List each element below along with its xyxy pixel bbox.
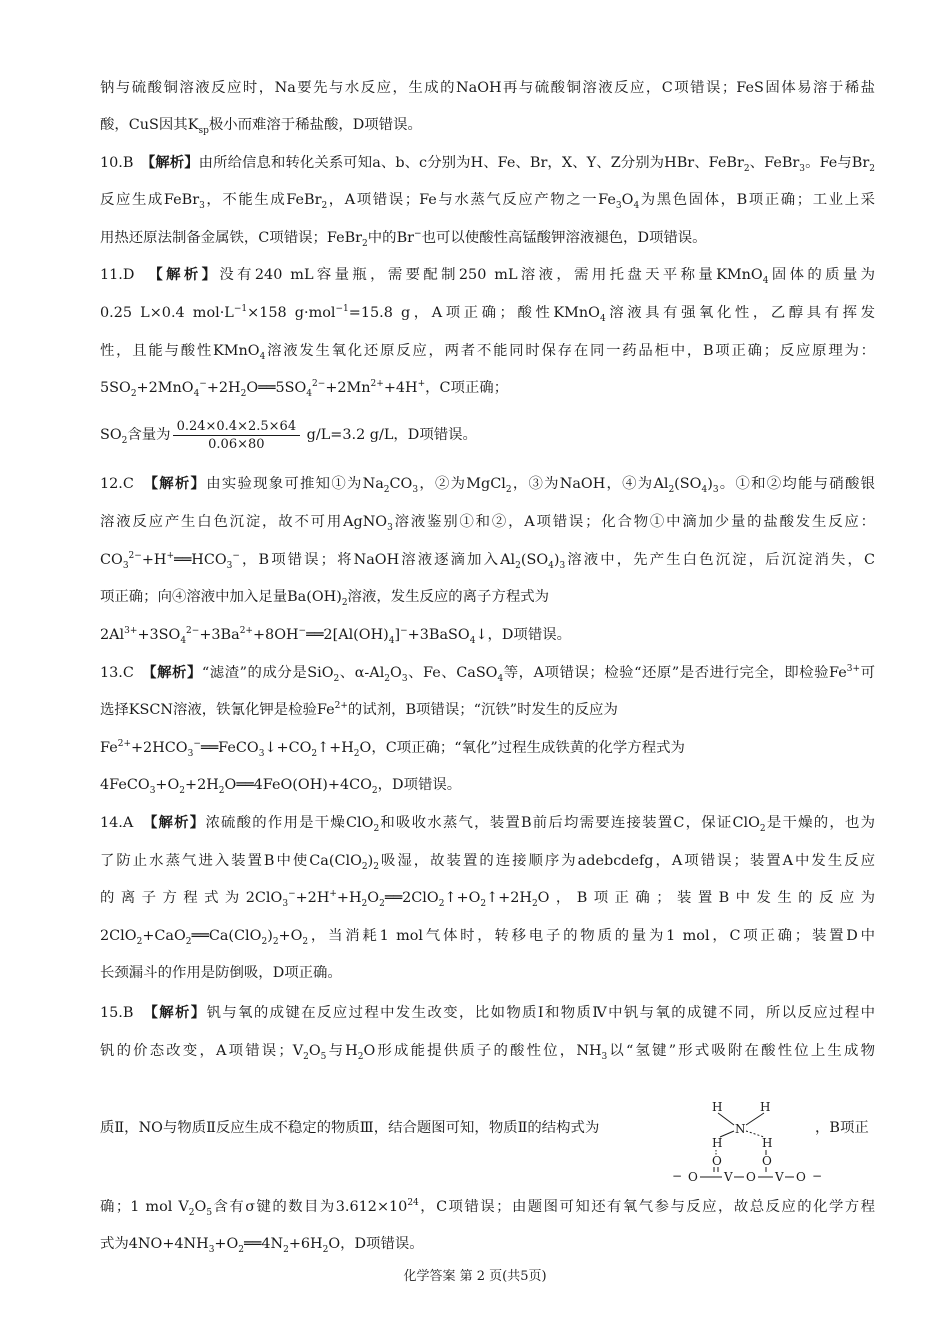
text-line: $CO_3^{2-}+H^+══HCO_3^-$，B项错误；将NaOH溶液逐滴加入$Al_2(SO_4)_3$溶液中，先产生白色沉淀，后沉淀消失，C <box>100 551 875 570</box>
page-footer: 化学答案 第 2 页(共5页) <box>403 1269 547 1284</box>
bond-line <box>720 1131 734 1137</box>
equation-line: $5SO_2+2MnO_4^-+2H_2O══5SO_4^{2-}+2Mn^{2+}+4H^+$，C项正确； <box>100 379 509 398</box>
atom-label: H <box>762 1136 773 1150</box>
text-line: 项正确；向④溶液中加入足量$Ba(OH)_2$溶液，发生反应的离子方程式为 <box>100 589 550 607</box>
atom-label: O <box>746 1170 756 1184</box>
atom-label: O <box>688 1170 698 1184</box>
text-line: 性，且能与酸性KMnO$_4$溶液发生氧化还原反应，两者不能同时保存在同一药品柜中，B项正确；反应原理为： <box>100 343 875 361</box>
equation-line: $4FeCO_3+O_2+2H_2O══4FeO(OH)+4CO_2$，D项错误。 <box>100 777 462 795</box>
bond-dash: − <box>672 1169 683 1183</box>
text-line: 反应生成FeBr$_3$，不能生成FeBr$_2$，A项错误；Fe与水蒸气反应产物之一$Fe_3O_4$为黑色固体，B项正确；工业上采 <box>100 192 875 210</box>
atom-label: N <box>735 1122 746 1136</box>
text-line: 了防止水蒸气进入装置B中使$Ca(ClO_2)_2$吸湿，故装置的连接顺序为adebcdefg，A项错误；装置A中发生反应 <box>100 853 875 871</box>
atom-label: H <box>712 1136 723 1150</box>
answer-13-line: 13.C 【解析】“滤渣”的成分是SiO$_2$、$\alpha-Al_2O_3$、Fe、CaSO$_4$等，A项错误；检验“还原”是否进行完全，即检验$Fe^{3+}$可 <box>100 664 875 683</box>
bond-dash: − <box>812 1169 823 1183</box>
fraction-line: $SO_2$含量为 $\frac{0.24\times 0.4\times 2.5\times 64}{0.06\times 80}$ g/L=3.2 g/L，D项错误。 <box>100 418 477 452</box>
text-line: 确；1 mol $V_2O_5$含有σ键的数目为$3.612\times 10^{24}$，C项错误；由题图可知还有氧气参与反应，故总反应的化学方程 <box>100 1198 875 1217</box>
bond-line <box>718 1113 734 1125</box>
text-line: 钠与硫酸铜溶液反应时，Na要先与水反应，生成的NaOH再与硫酸铜溶液反应，C项错误；FeS固体易溶于稀盐 <box>100 80 875 96</box>
answer-14-line: 14.A 【解析】浓硫酸的作用是干燥ClO$_2$和吸收水蒸气，装置B前后均需要连接装置C，保证ClO$_2$是干燥的，也为 <box>100 814 875 833</box>
text-line: 选择KSCN溶液，铁氰化钾是检验$Fe^{2+}$的试剂，B项错误；“沉铁”时发生的反应为 <box>100 701 618 718</box>
answer-11-line: 11.D 【解析】没有240 mL容量瓶，需要配制250 mL溶液，需用托盘天平称量KMnO$_4$固体的质量为 <box>100 266 875 285</box>
equation-line: $2Al^{3+}+3SO_4^{2-}+3Ba^{2+}+8OH^-══2[Al(OH)_4]^-+3BaSO_4↓$，D项错误。 <box>100 626 571 645</box>
atom-label: V <box>775 1170 784 1184</box>
text-line: 用热还原法制备金属铁，C项错误；FeBr$_2$中的Br−也可以使酸性高锰酸钾溶液褪色，D项错误。 <box>100 229 707 248</box>
answer-10-line: 10.B 【解析】由所给信息和转化关系可知a、b、c分别为H、Fe、Br，X、Y、Z分别为HBr、FeBr$_2$、FeBr$_3$。Fe与$Br_2$ <box>100 154 875 173</box>
equation-line: 式为$4NO+4NH_3+O_2══4N_2+6H_2O$，D项错误。 <box>100 1236 424 1254</box>
text-line: 质Ⅱ，NO与物质Ⅱ反应生成不稳定的物质Ⅲ，结合题图可知，物质Ⅱ的结构式为 <box>100 1120 600 1136</box>
text-line: ，B项正 <box>815 1120 869 1136</box>
atom-label: V <box>724 1170 733 1184</box>
answer-12-line: 12.C 【解析】由实验现象可推知①为$Na_2CO_3$，②为MgCl$_2$，③为NaOH，④为$Al_2(SO_4)_3$。①和②均能与硝酸银 <box>100 475 875 494</box>
bond-line <box>746 1113 764 1125</box>
text-line: 0.25 L×0.4 $mol\cdot L^{-1}\times 158$ g·mol$^{-1}$=15.8 g，A项正确；酸性KMnO$_4$溶液具有强氧化性，乙醇具有挥发 <box>100 304 875 323</box>
atom-label: O <box>796 1170 806 1184</box>
text-line: 溶液反应产生白色沉淀，故不可用AgNO$_3$溶液鉴别①和②，A项错误；化合物①中滴加少量的盐酸发生反应： <box>100 514 875 532</box>
atom-label: H <box>712 1100 723 1114</box>
answer-15-line: 15.B 【解析】钒与氧的成键在反应过程中发生改变，比如物质Ⅰ和物质Ⅳ中钒与氧的成键不同，所以反应过程中 <box>100 1004 875 1021</box>
atom-label: O <box>712 1154 722 1168</box>
text-line: 长颈漏斗的作用是防倒吸，D项正确。 <box>100 965 342 981</box>
equation-line: $Fe^{2+}+2HCO_3^-══FeCO_3↓+CO_2↑+H_2O$，C项正确；“氧化”过程生成铁黄的化学方程式为 <box>100 739 685 758</box>
text-line: 钒的价态改变，A项错误；$V_2O_5$与$H_2O$形成能提供质子的酸性位，$NH_3$以“氢键”形式吸附在酸性位上生成物 <box>100 1043 875 1061</box>
text-line: 的离子方程式为$2ClO_3^-+2H^++H_2O_2══2ClO_2↑+O_2↑+2H_2O$，B项正确；装置B中发生的反应为 <box>100 889 875 908</box>
atom-label: H <box>760 1100 771 1114</box>
hydrogen-bond-line <box>746 1131 764 1137</box>
text-line: 酸，CuS因其$K_{sp}$极小而难溶于稀盐酸，D项错误。 <box>100 117 422 135</box>
text-line: $2ClO_2+CaO_2══Ca(ClO_2)_2+O_2$，当消耗1 mol气体时，转移电子的物质的量为1 mol，C项正确；装置D中 <box>100 928 875 946</box>
structure-formula-II <box>668 1099 828 1185</box>
atom-label: O <box>762 1154 772 1168</box>
